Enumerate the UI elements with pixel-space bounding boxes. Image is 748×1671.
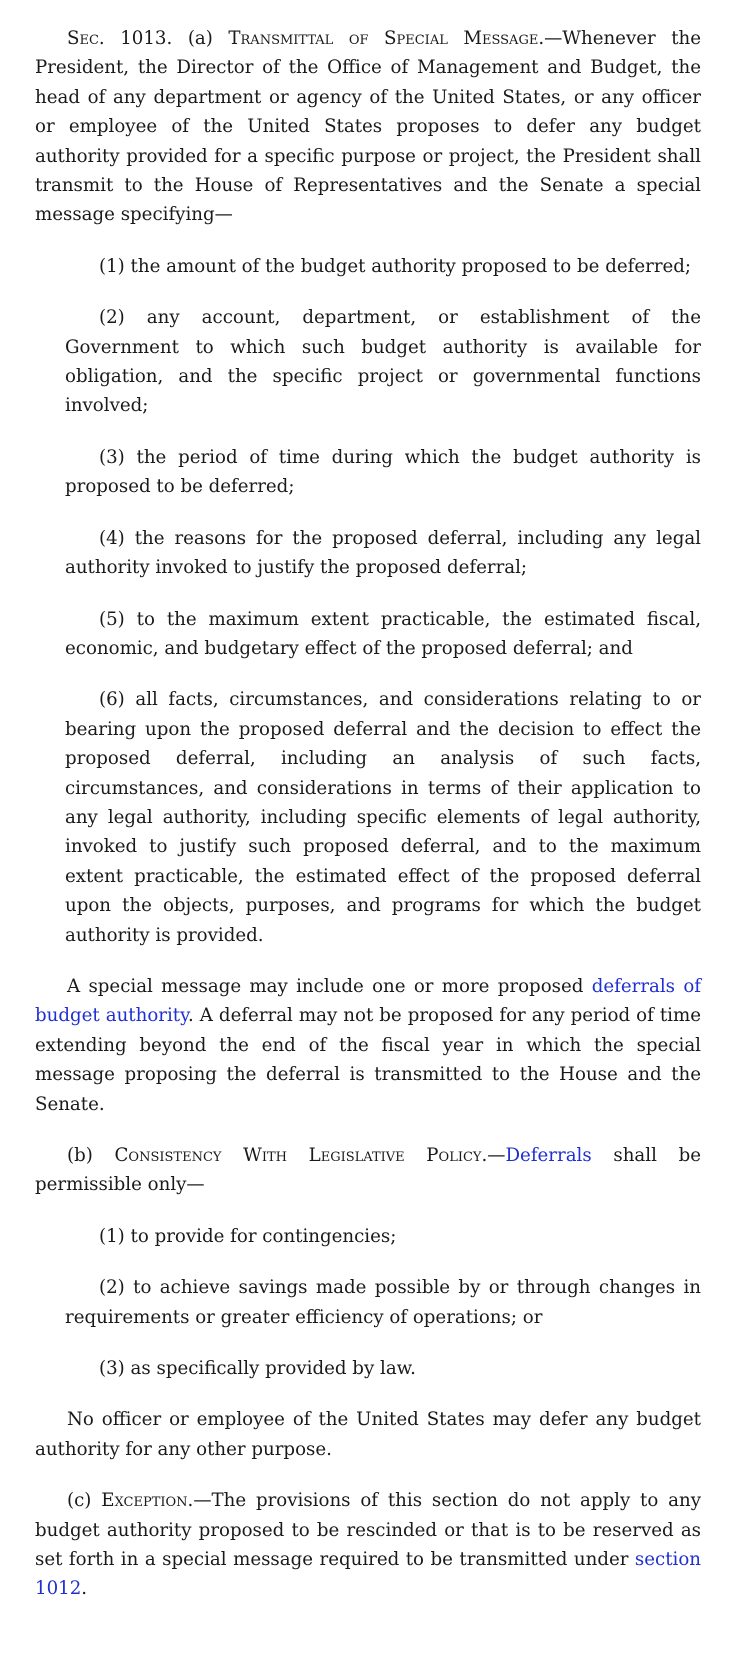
statute-document xyxy=(35,24,701,1626)
list-item: (1) the amount of the budget authority proposed to be deferred; xyxy=(99,255,692,277)
closing-text-after: . A deferral may not be proposed for any period of time extending beyond the end of the fiscal year in which the special message proposing the deferral is transmitted to the House and the Senate. xyxy=(35,1005,701,1115)
em-dash: — xyxy=(544,28,563,49)
subsection-a-marker: (a) xyxy=(187,28,213,49)
subsection-b-heading: Consistency With Legislative Policy. xyxy=(114,1145,488,1166)
subsection-b-marker: (b) xyxy=(67,1145,93,1166)
section-label: Sec. 1013. xyxy=(67,28,173,49)
section-c xyxy=(35,1486,701,1604)
section-b-closing: No officer or employee of the United States may defer any budget authority for any other purpose. xyxy=(35,1409,701,1460)
section-a-closing xyxy=(35,972,701,1119)
subsection-c-period: . xyxy=(81,1578,88,1600)
list-item: (2) to achieve savings made possible by or through changes in requirements or greater efficiency of operations; or xyxy=(65,1277,701,1328)
section-1012-link[interactable]: section 1012 xyxy=(35,1549,701,1600)
subsection-a-text: Whenever the President, the Director of the Office of Management and Budget, the head of any department or agency of the United States, or any officer or employee of the United States proposes to defer any budget authority provided for a specific purpose or project, the President shall transmit to the House of Representatives and the Senate a special message specifying— xyxy=(35,28,701,226)
list-item: (2) any account, department, or establishment of the Government to which such budget authority is available for obligation, and the specific project or governmental functions involved; xyxy=(65,307,701,417)
closing-text-before: A special message may include one or more proposed xyxy=(67,975,592,997)
deferrals-of-budget-authority-link[interactable]: deferrals of budget authority xyxy=(35,975,702,1027)
section-b-intro xyxy=(35,1141,701,1200)
deferrals-link[interactable]: Deferrals xyxy=(505,1145,592,1166)
section-a-intro xyxy=(35,24,701,230)
subsection-a-heading: Transmittal of Special Message. xyxy=(228,28,545,49)
em-dash: — xyxy=(487,1145,506,1166)
list-item: (4) the reasons for the proposed deferral, including any legal authority invoked to justify the proposed deferral; xyxy=(65,527,701,579)
subsection-c-marker: (c) xyxy=(67,1490,92,1512)
list-item: (3) the period of time during which the budget authority is proposed to be deferred; xyxy=(65,446,701,498)
list-item: (6) all facts, circumstances, and considerations relating to or bearing upon the proposed deferral and the decision to effect the proposed deferral, including an analysis of such facts, circumstances, and considerations in terms of their application to any legal authority, including specific elements of legal authority, invoked to justify such proposed deferral, and to the maximum extent practicable, the estimated effect of the proposed deferral upon the objects, purposes, and programs for which the budget authority is provided. xyxy=(65,689,701,946)
list-item: (3) as specifically provided by law. xyxy=(99,1358,416,1380)
em-dash: — xyxy=(193,1490,212,1512)
subsection-c-text: The provisions of this section do not apply to any budget authority proposed to be rescinded or that is to be reserved as set forth in a special message required to be transmitted under xyxy=(35,1490,701,1571)
list-item: (5) to the maximum extent practicable, the estimated fiscal, economic, and budgetary effect of the proposed deferral; and xyxy=(65,608,701,659)
list-item: (1) to provide for contingencies; xyxy=(99,1225,397,1247)
subsection-b-text: shall be permissible only— xyxy=(35,1145,701,1196)
subsection-c-heading: Exception. xyxy=(101,1490,194,1512)
